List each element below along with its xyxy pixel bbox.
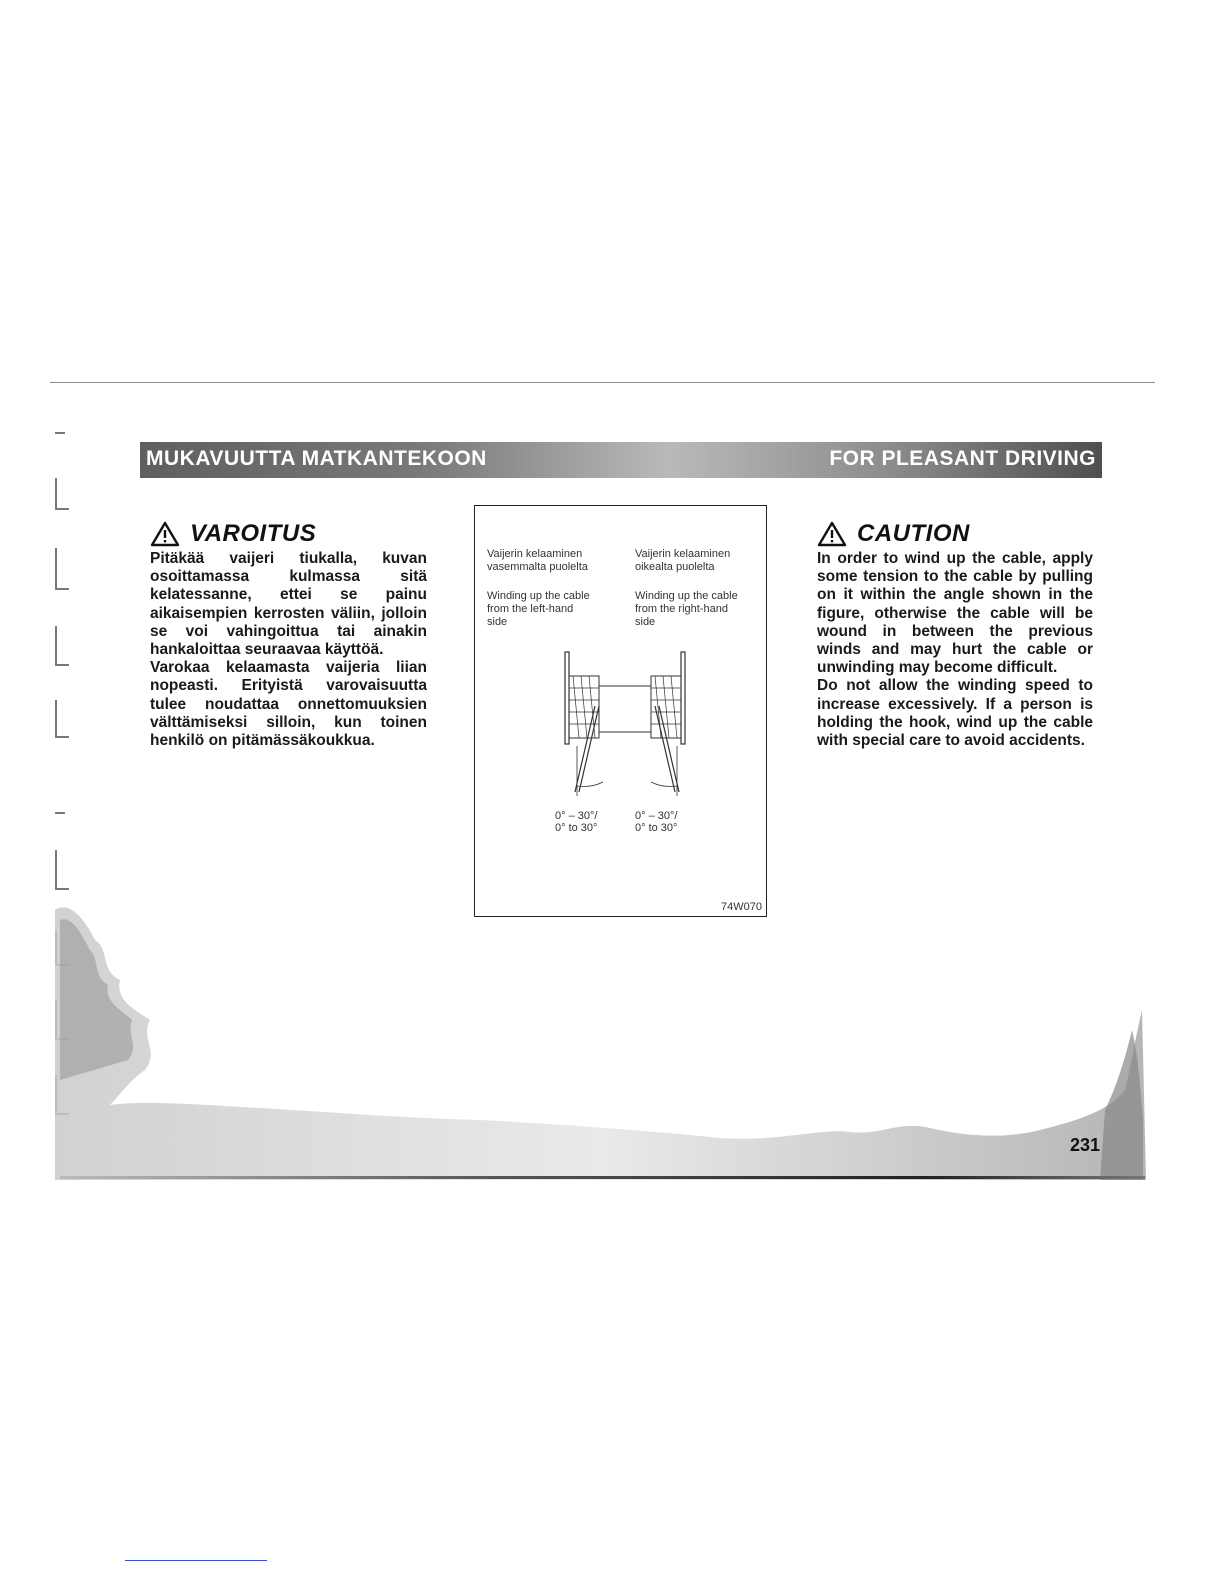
section-title-en: FOR PLEASANT DRIVING [829,447,1096,470]
angle-label-left: 0° – 30°/ 0° to 30° [555,810,598,834]
caution-en-block [817,520,1093,750]
footer-line [125,1560,267,1561]
page-number: 231 [1070,1135,1101,1155]
top-rule [50,382,1155,383]
warning-fi-paragraph: Pitäkää vaijeri tiukalla, kuvan osoittamassa kulmassa sitä kelatessanne, ettei se painu aikaisempien kerrosten väliin, jolloin se voi vahingoittua tai ainakin hankaloittaa seuraavaa käyttöä. [150,550,427,659]
warning-triangle-icon [817,521,847,547]
angle-label-right: 0° – 30°/ 0° to 30° [635,810,678,834]
warning-fi-title: VAROITUS [190,520,317,547]
caution-en-paragraph: In order to wind up the cable, apply some tension to the cable by pulling on it within the angle shown in the figure, otherwise the cable will be wound in between the previous winds and may hurt the cable or unwinding may become difficult. [817,550,1093,677]
warning-fi-body [150,550,427,750]
landscape-photo [0,880,1224,1190]
warning-fi-paragraph: Varokaa kelaamasta vaijeria liian nopeasti. Erityistä varovaisuutta tulee noudattaa onnettomuuksien välttämiseksi silloin, kun toinen henkilö on pitämässäkoukkua. [150,659,427,750]
figure-caption-right-en: Winding up the cable from the right-hand side [635,590,738,628]
caution-en-title: CAUTION [857,520,970,547]
bottom-rule [60,1176,1145,1179]
figure-code: 74W070 [721,901,762,913]
figure-caption-right-fi: Vaijerin kelaaminen oikealta puolelta [635,548,731,573]
warning-fi-heading [150,520,427,548]
section-title-fi: MUKAVUUTTA MATKANTEKOON [146,447,487,470]
warning-triangle-icon [150,521,180,547]
figure-caption-left-en: Winding up the cable from the left-hand side [487,590,590,628]
caution-en-heading [817,520,1093,548]
section-header-band [140,442,1102,478]
winding-figure [474,505,767,917]
caution-en-paragraph: Do not allow the winding speed to increase excessively. If a person is holding the hook, wind up the cable with special care to avoid accidents. [817,677,1093,750]
winch-drum-diagram [545,646,705,806]
warning-fi-block [150,520,427,750]
figure-caption-left-fi: Vaijerin kelaaminen vasemmalta puolelta [487,548,588,573]
caution-en-body [817,550,1093,750]
